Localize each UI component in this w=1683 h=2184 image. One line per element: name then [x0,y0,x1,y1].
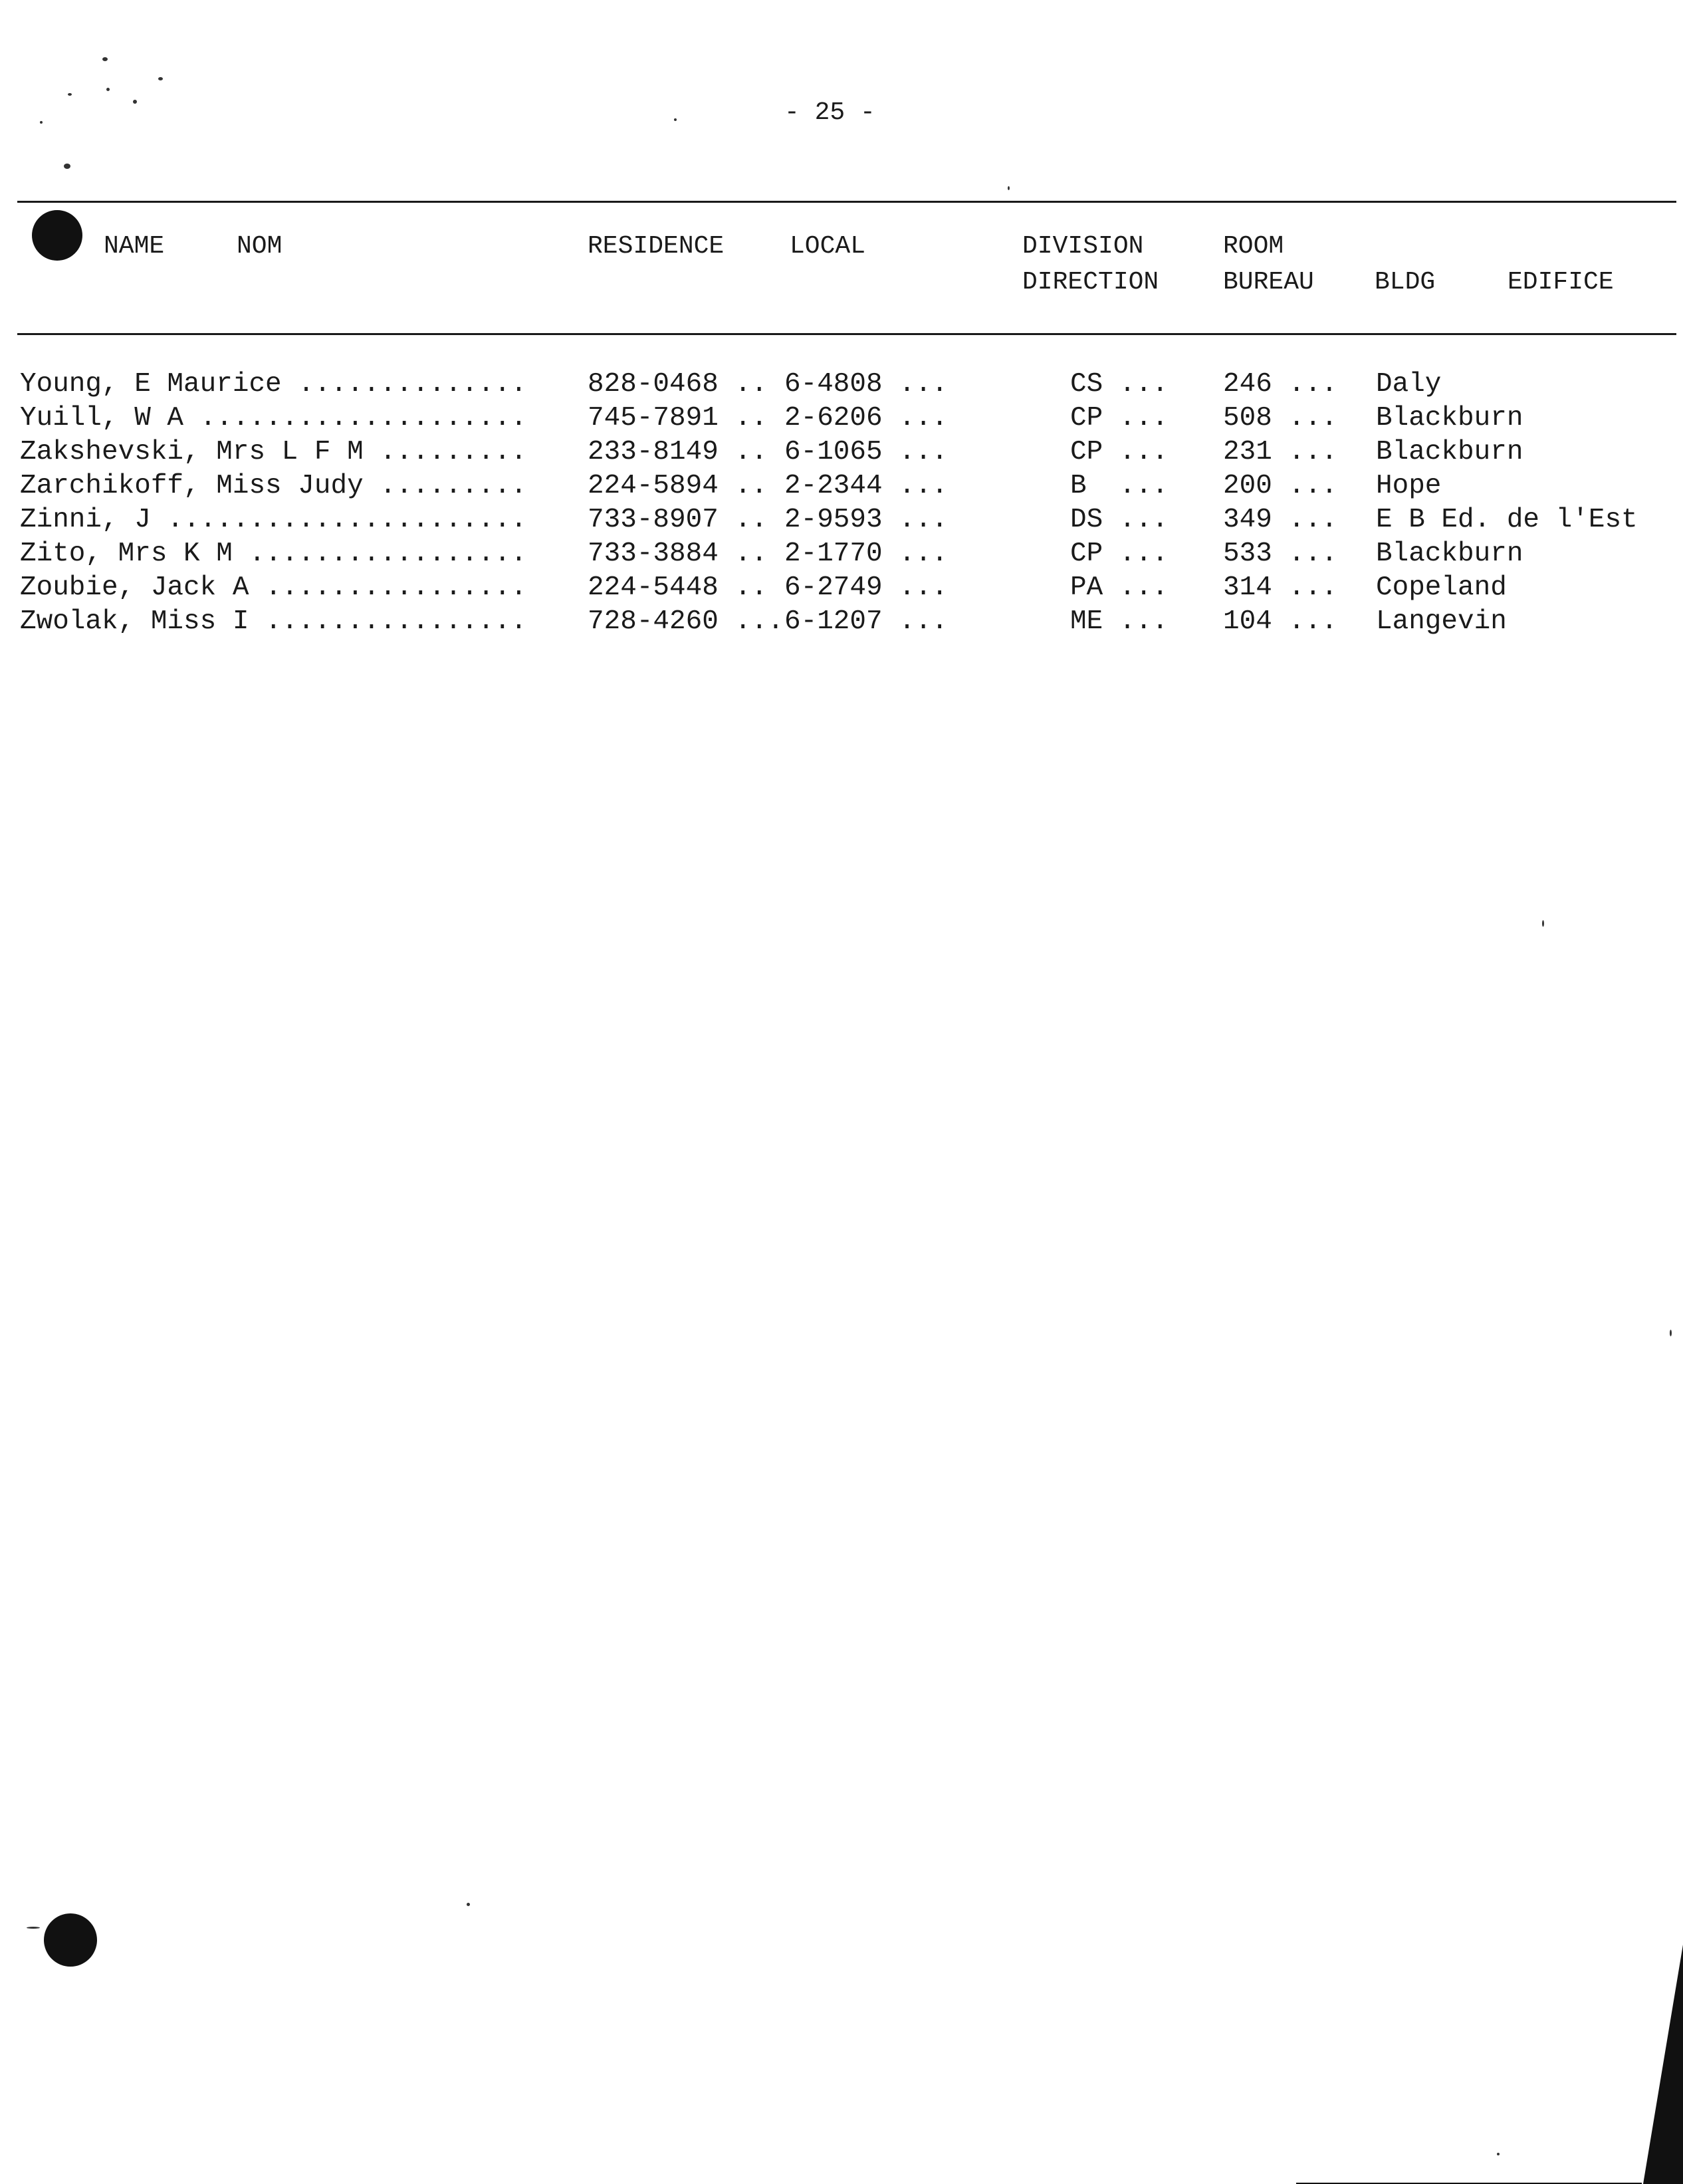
header-name: NAME [104,232,165,261]
header-nom: NOM [237,232,282,261]
entry-residence: 224-5894 .. [588,471,768,501]
entry-residence: 728-4260 ... [588,606,784,637]
entry-room: 200 ... [1223,471,1338,501]
table-row [20,503,1638,537]
entry-bldg: Hope [1376,471,1442,501]
entry-division: B ... [1070,471,1169,501]
table-row [20,605,1507,638]
entry-name: Zinni, J ...................... [20,505,527,535]
entry-room: 104 ... [1223,606,1338,637]
table-row [20,469,1442,503]
entry-division: CP ... [1070,437,1169,467]
entry-room: 314 ... [1223,572,1338,603]
entry-bldg: E B Ed. de l'Est [1376,505,1638,535]
header-residence: RESIDENCE [588,232,725,261]
scan-edge-shadow [1643,1945,1683,2184]
entry-room: 231 ... [1223,437,1338,467]
entry-name: Zwolak, Miss I ................ [20,606,527,637]
header-bldg: BLDG [1375,268,1436,297]
header-top-rule [17,201,1676,203]
header-bureau: BUREAU [1223,268,1314,297]
entry-local: 6-1065 ... [784,437,949,467]
entry-residence: 224-5448 .. [588,572,768,603]
entry-bldg: Blackburn [1376,403,1523,433]
entry-local: 2-2344 ... [784,471,949,501]
entry-division: DS ... [1070,505,1169,535]
entry-division: ME ... [1070,606,1169,637]
entry-local: 2-9593 ... [784,505,949,535]
table-row [20,368,1442,401]
header-bottom-rule [17,333,1676,335]
entry-bldg: Blackburn [1376,539,1523,569]
table-row [20,571,1507,604]
table-row [20,402,1523,435]
entry-bldg: Daly [1376,369,1442,400]
entry-name: Young, E Maurice .............. [20,369,527,400]
entry-name: Yuill, W A .................... [20,403,527,433]
header-local: LOCAL [790,232,866,261]
entry-room: 533 ... [1223,539,1338,569]
entry-local: 2-1770 ... [784,539,949,569]
entry-bldg: Blackburn [1376,437,1523,467]
entry-bldg: Copeland [1376,572,1507,603]
entry-local: 6-1207 ... [784,606,949,637]
entry-residence: 745-7891 .. [588,403,768,433]
header-division: DIVISION [1022,232,1144,261]
page-number: - 25 - [784,98,875,127]
entry-local: 2-6206 ... [784,403,949,433]
entry-division: CP ... [1070,403,1169,433]
punch-hole-bottom [44,1913,97,1967]
entry-room: 349 ... [1223,505,1338,535]
entry-name: Zakshevski, Mrs L F M ......... [20,437,527,467]
entry-room: 508 ... [1223,403,1338,433]
entry-bldg: Langevin [1376,606,1507,637]
table-row [20,435,1523,469]
entry-name: Zoubie, Jack A ................ [20,572,527,603]
header-direction: DIRECTION [1022,268,1159,297]
entry-division: CS ... [1070,369,1169,400]
entry-name: Zito, Mrs K M ................. [20,539,527,569]
table-row [20,537,1523,570]
entry-local: 6-2749 ... [784,572,949,603]
entry-residence: 733-3884 .. [588,539,768,569]
entry-name: Zarchikoff, Miss Judy ......... [20,471,527,501]
entry-residence: 733-8907 .. [588,505,768,535]
entry-division: CP ... [1070,539,1169,569]
entry-division: PA ... [1070,572,1169,603]
header-room: ROOM [1223,232,1284,261]
entry-room: 246 ... [1223,369,1338,400]
entry-local: 6-4808 ... [784,369,949,400]
punch-hole-top [32,210,82,261]
entry-residence: 828-0468 .. [588,369,768,400]
entry-residence: 233-8149 .. [588,437,768,467]
header-edifice: EDIFICE [1508,268,1614,297]
